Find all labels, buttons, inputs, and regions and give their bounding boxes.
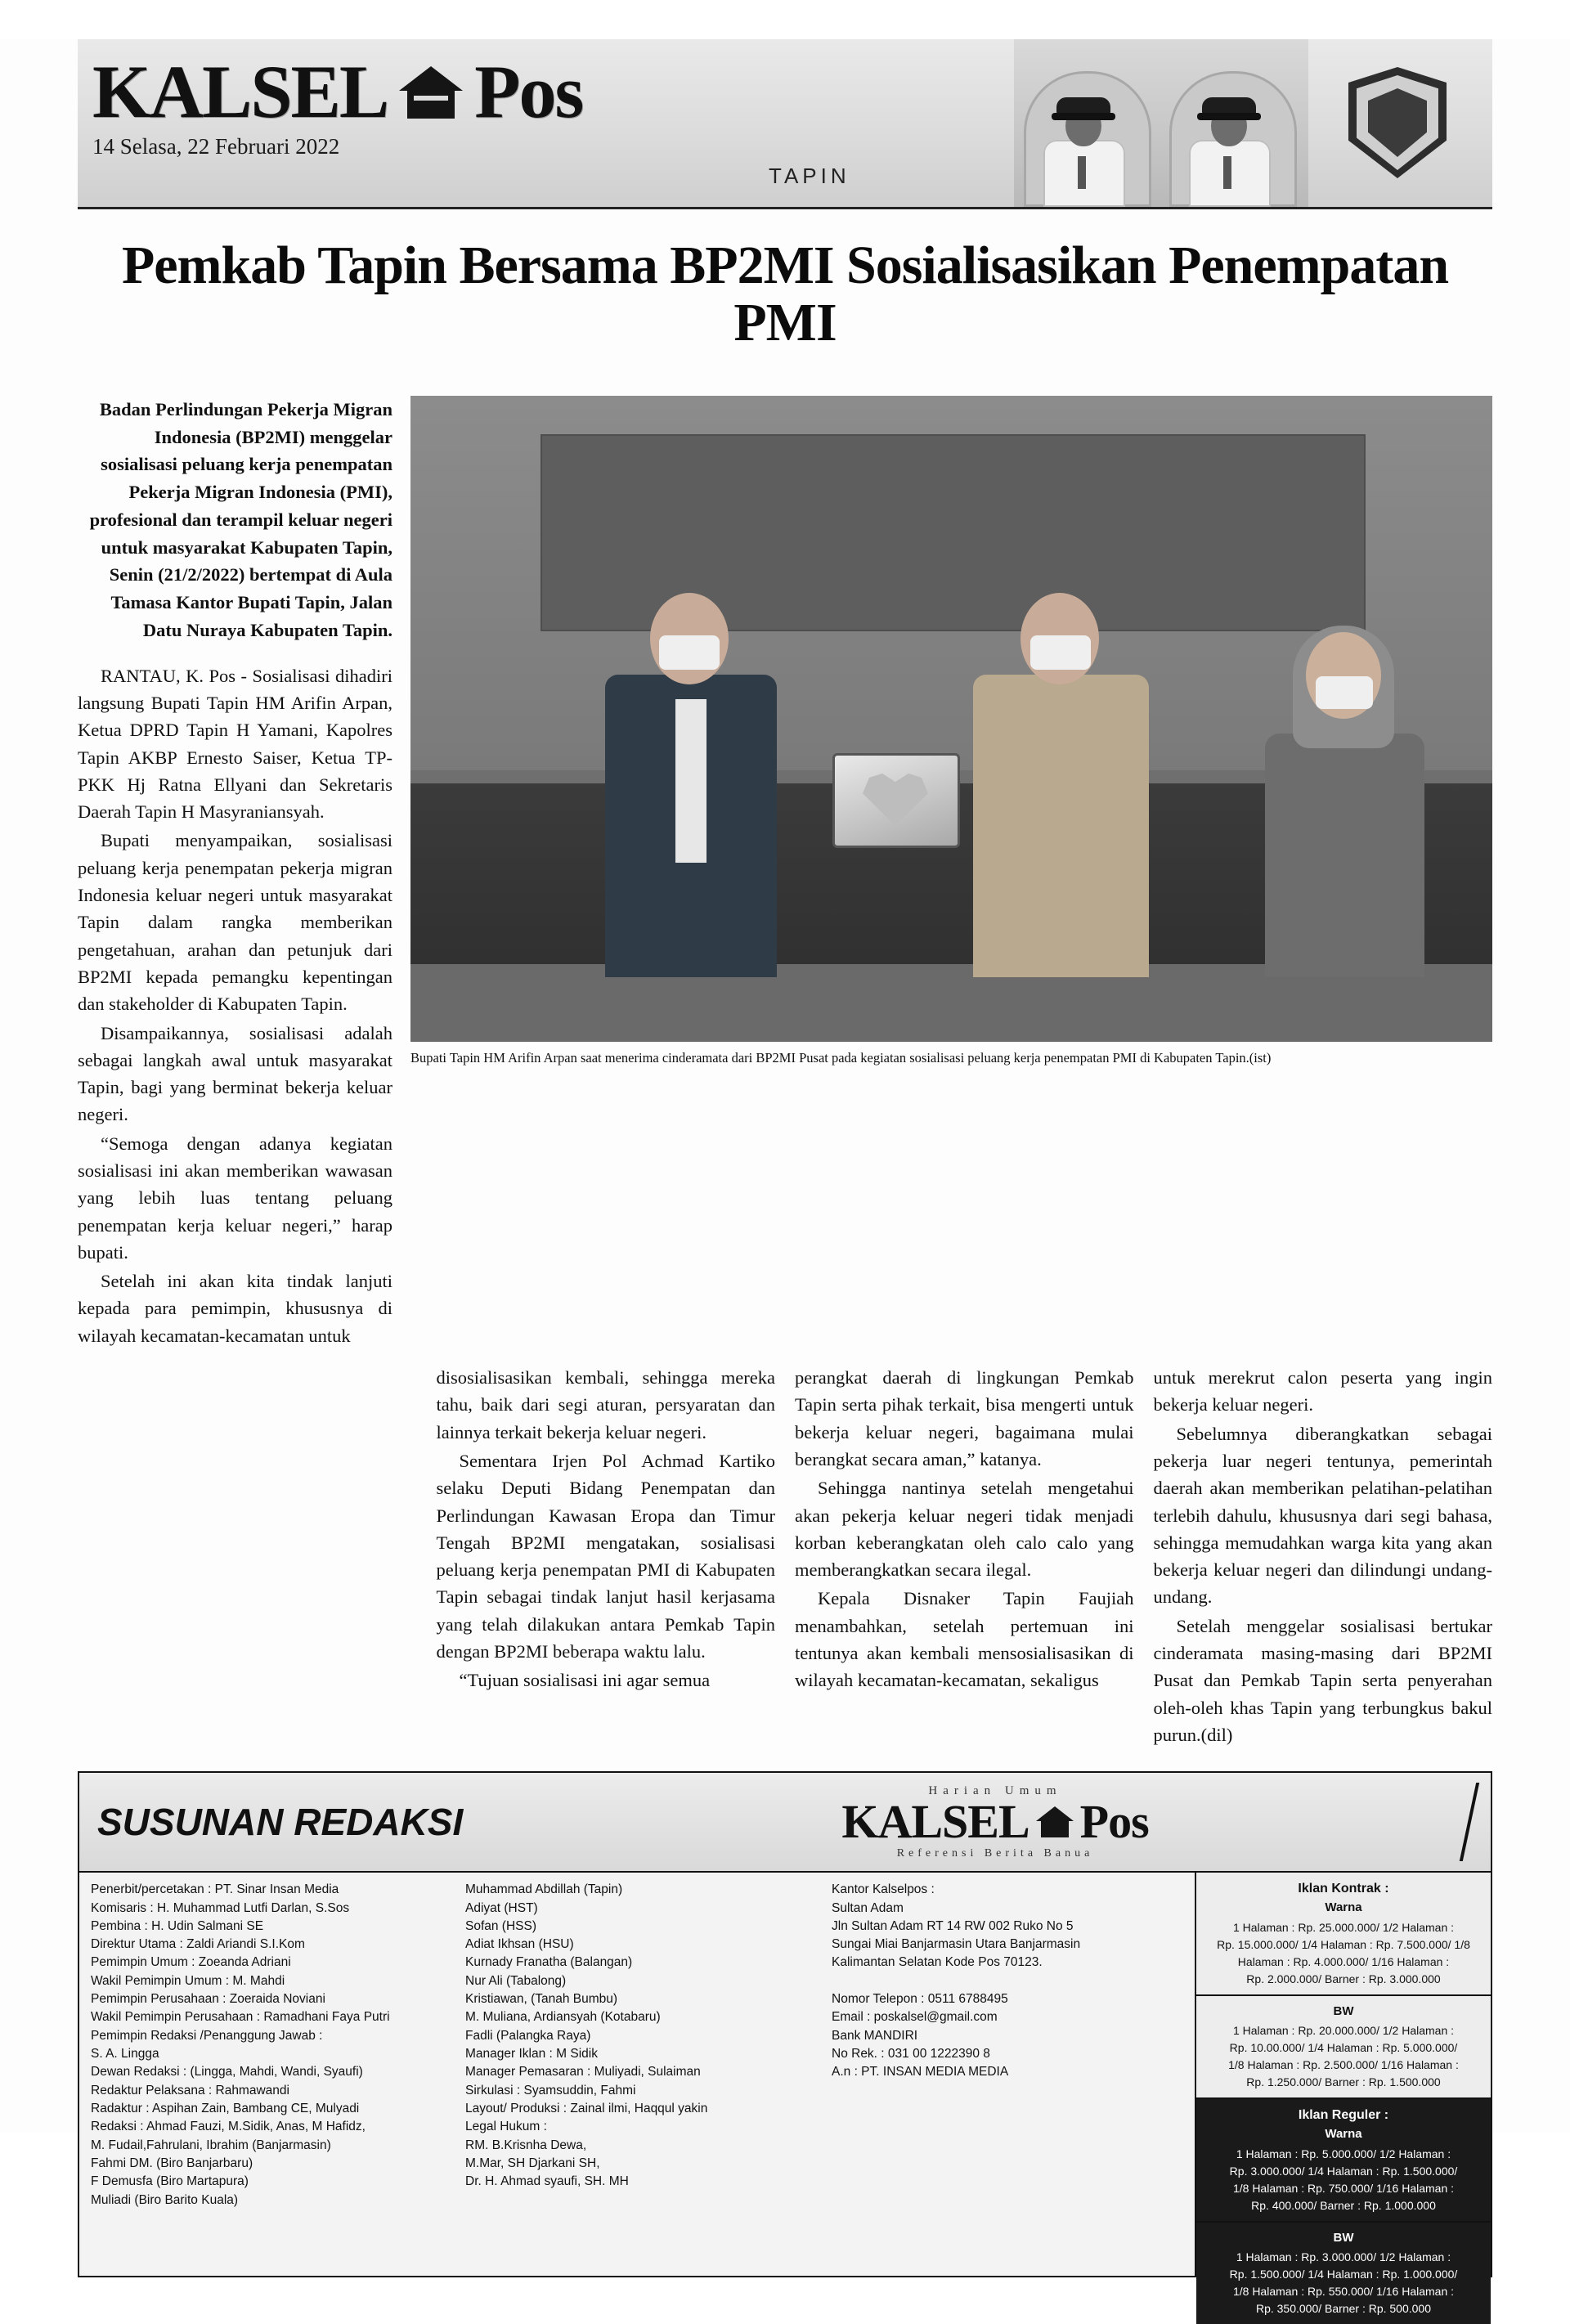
article-column-4	[1154, 1364, 1493, 1750]
ad-rate-title: Iklan Kontrak :	[1298, 1882, 1389, 1896]
paragraph: RANTAU, K. Pos - Sosialisasi dihadiri langsung Bupati Tapin HM Arifin Arpan, Ketua DPRD Tapin H Yamani, Kapolres Tapin AKBP Ernesto Saiser, Ketua TP-PKK Hj Ratna Ellyani dan Sekretaris Daerah Tapin H Masyraniansyah.	[78, 665, 392, 823]
masthead-staff-column-1	[79, 1873, 454, 2276]
staff-line: Redaksi : Ahmad Fauzi, M.Sidik, Anas, M Hafidz,	[91, 2120, 366, 2134]
photo-figure-right	[973, 593, 1149, 977]
lead-paragraph: Badan Perlindungan Pekerja Migran Indonesia (BP2MI) menggelar sosialisasi peluang kerja penempatan Pekerja Migran Indonesia (PMI), profesional dan terampil keluar negeri untuk masyarakat Kabupaten Tapin, Senin (21/2/2022) bertempat di Aula Tamasa Kantor Bupati Tapin, Jalan Datu Nuraya Kabupaten Tapin.	[89, 398, 392, 640]
staff-line: Nur Ali (Tabalong)	[465, 1973, 567, 1988]
staff-line: Wakil Pemimpin Perusahaan : Ramadhani Faya Putri	[91, 2010, 390, 2025]
souvenir-box	[832, 753, 960, 848]
editorial-box-title: SUSUNAN REDAKSI	[97, 1801, 464, 1844]
ad-rate-line: Rp. 400.000/ Barner : Rp. 1.000.000	[1251, 2198, 1436, 2212]
contact-column	[820, 1873, 1195, 2276]
ad-rates-panel	[1195, 1873, 1491, 2316]
ad-rate-line: Rp. 15.000.000/ 1/4 Halaman : Rp. 7.500.000/ 1/8	[1217, 1937, 1470, 1951]
contact-line: Kantor Kalselpos :	[832, 1882, 935, 1897]
newspaper-page	[0, 39, 1570, 2316]
ad-rate-line: 1 Halaman : Rp. 25.000.000/ 1/2 Halaman :	[1232, 1920, 1455, 1934]
staff-line: Komisaris : H. Muhammad Lutfi Darlan, S.Sos	[91, 1900, 350, 1915]
contact-line	[832, 1972, 1183, 1990]
staff-line: Legal Hukum :	[465, 2120, 547, 2134]
article-column-1	[78, 662, 392, 1349]
news-photo	[410, 396, 1492, 1042]
staff-line: S. A. Lingga	[91, 2047, 159, 2062]
ad-rate-block	[1196, 1873, 1491, 1996]
contact-email: Email : poskalsel@gmail.com	[832, 2010, 998, 2025]
staff-line: Adiyat (HST)	[465, 1900, 538, 1915]
article-column-2	[437, 1364, 776, 1750]
masthead-title-part2: Pos	[474, 50, 583, 133]
page-title: Pemkab Tapin Bersama BP2MI Sosialisasikan Penempatan PMI	[121, 236, 1449, 352]
ad-rate-line: Rp. 1.250.000/ Barner : Rp. 1.500.000	[1246, 2075, 1441, 2089]
paragraph: Setelah menggelar sosialisasi bertukar cinderamata masing-masing dari BP2MI Pusat dan Pemkab Tapin serta penyerahan oleh-oleh khas Tapin yang terbungkus bakul purun.(dil)	[1153, 1615, 1492, 1745]
paragraph: Sebelumnya diberangkatkan sebagai pekerja luar negeri tentunya, pemerintah daerah akan memberikan pelatihan-pelatihan terlebih dahulu, khususnya dari segi bahasa, sehingga memudahkan warga kita yang akan bekerja keluar negeri dan dilindungi undang-undang.	[1153, 1423, 1492, 1608]
edition-region: TAPIN	[769, 164, 850, 188]
masthead-title	[92, 50, 828, 133]
ad-rate-line: 1 Halaman : Rp. 3.000.000/ 1/2 Halaman :	[1236, 2250, 1451, 2264]
masthead-staff-column-2	[454, 1873, 820, 2276]
contact-line: Jln Sultan Adam RT 14 RW 002 Ruko No 5	[832, 1918, 1074, 1933]
staff-line: F Demusfa (Biro Martapura)	[91, 2174, 249, 2189]
editorial-box-header	[79, 1773, 1491, 1873]
contact-line: Sultan Adam	[832, 1900, 904, 1915]
ad-rate-line: Rp. 1.500.000/ 1/4 Halaman : Rp. 1.000.000/	[1229, 2268, 1458, 2281]
ad-rate-block	[1196, 2223, 1491, 2324]
ad-rate-line: Rp. 10.00.000/ 1/4 Halaman : Rp. 5.000.000/	[1229, 2041, 1458, 2055]
officials-photo	[1014, 39, 1308, 207]
staff-line: Muliadi (Biro Barito Kuala)	[91, 2192, 239, 2207]
paragraph: Sehingga nantinya setelah mengetahui akan pekerja keluar negeri tidak menjadi korban keberangkatan oleh calo calo yang memberangkatkan secara ilegal.	[795, 1478, 1134, 1581]
staff-line: RM. B.Krisnha Dewa,	[465, 2138, 587, 2152]
paragraph: “Tujuan sosialisasi ini agar semua	[459, 1670, 711, 1691]
footer-logo-tagline: Referensi Berita Banua	[896, 1846, 1094, 1860]
top-block	[78, 396, 1492, 1351]
ad-rate-line: Rp. 350.000/ Barner : Rp. 500.000	[1255, 2302, 1432, 2316]
ad-rate-line: Rp. 3.000.000/ 1/4 Halaman : Rp. 1.500.000/	[1229, 2164, 1458, 2178]
paragraph: Kepala Disnaker Tapin Faujiah menambahkan, setelah pertemuan ini tentunya akan kembali mensosialisasikan di wilayah kecamatan-kecamatan, sekaligus	[795, 1588, 1134, 1691]
photo-caption: Bupati Tapin HM Arifin Arpan saat menerima cinderamata dari BP2MI Pusat pada kegiatan sosialisasi peluang kerja penempatan PMI di Kabupaten Tapin.(ist)	[410, 1049, 1272, 1066]
ad-rate-subtitle: Warna	[1325, 2127, 1362, 2142]
contact-line: Sungai Miai Banjarmasin Utara Banjarmasin	[832, 1937, 1081, 1952]
ad-rate-subtitle: Warna	[1325, 1900, 1362, 1915]
staff-line: Redaktur Pelaksana : Rahmawandi	[91, 2083, 289, 2097]
article-column-1-spacer	[78, 1364, 417, 1750]
issue-date: 14 Selasa, 22 Februari 2022	[92, 134, 340, 159]
regency-crest-icon	[1348, 67, 1455, 182]
lead-column	[78, 396, 392, 1351]
photo-column	[410, 396, 1492, 1351]
masthead-title-part1: KALSEL	[92, 50, 388, 133]
article-columns	[78, 1364, 1492, 1750]
ad-rate-line: Halaman : Rp. 4.000.000/ 1/16 Halaman :	[1237, 1954, 1450, 1968]
footer-logo-part2: Pos	[1079, 1794, 1149, 1848]
contact-line: No Rek. : 031 00 1222390 8	[832, 2047, 990, 2062]
photo-figure-left	[605, 593, 777, 977]
contact-line: A.n : PT. INSAN MEDIA MEDIA	[832, 2065, 1009, 2079]
staff-line: Pemimpin Umum : Zoeanda Adriani	[91, 1955, 291, 1970]
staff-line: Sofan (HSS)	[465, 1918, 537, 1933]
ad-rate-block	[1196, 2099, 1491, 2223]
paragraph: untuk merekrut calon peserta yang ingin bekerja keluar negeri.	[1153, 1367, 1492, 1415]
paragraph: Bupati menyampaikan, sosialisasi peluang kerja penempatan pekerja migran Indonesia keluar negeri untuk masyarakat Tapin dalam rangka memberikan pengetahuan, arahan dan petunjuk dari BP2MI kepada pemangku kepentingan dan stakeholder di Kabupaten Tapin.	[78, 830, 392, 1015]
footer-logo	[523, 1784, 1468, 1860]
staff-line: Pemimpin Redaksi /Penanggung Jawab :	[91, 2028, 323, 2043]
masthead	[78, 39, 1492, 209]
paragraph: Sementara Irjen Pol Achmad Kartiko selaku Deputi Bidang Penempatan dan Perlindungan Kawasan Eropa dan Timur Tengah BP2MI mengatakan, sosialisasi peluang kerja penempatan PMI di Kabupaten Tapin sebagai tindak lanjut hasil kerjasama yang telah dilakukan antara Pemkab Tapin dengan BP2MI beberapa waktu lalu.	[436, 1450, 775, 1662]
staff-line: Adiat Ikhsan (HSU)	[465, 1937, 574, 1952]
contact-line: Bank MANDIRI	[832, 2028, 918, 2043]
pavilion-icon-small	[1036, 1803, 1074, 1841]
staff-line: Sirkulasi : Syamsuddin, Fahmi	[465, 2083, 636, 2097]
staff-line: Kristiawan, (Tanah Bumbu)	[465, 1992, 618, 2007]
paragraph: Disampaikannya, sosialisasi adalah sebagai langkah awal untuk masyarakat Tapin, bagi yang berminat bekerja keluar negeri.	[78, 1022, 392, 1125]
staff-line: Muhammad Abdillah (Tapin)	[465, 1882, 623, 1897]
ad-rate-block	[1196, 1996, 1491, 2100]
paragraph: “Semoga dengan adanya kegiatan sosialisasi ini akan memberikan wawasan yang lebih luas tentang peluang penempatan kerja keluar negeri,” harap bupati.	[78, 1133, 392, 1263]
paragraph: Setelah ini akan kita tindak lanjuti kepada para pemimpin, khususnya di wilayah kecamatan-kecamatan untuk	[78, 1271, 392, 1346]
ad-rate-subtitle: BW	[1333, 2003, 1354, 2018]
article-column-3	[795, 1364, 1134, 1750]
staff-line: Pembina : H. Udin Salmani SE	[91, 1918, 264, 1933]
staff-line: Fadli (Palangka Raya)	[465, 2028, 591, 2043]
staff-line: Manager Iklan : M Sidik	[465, 2047, 598, 2062]
ad-rate-line: 1/8 Halaman : Rp. 550.000/ 1/16 Halaman :	[1232, 2285, 1455, 2299]
contact-phone: Nomor Telepon : 0511 6788495	[832, 1992, 1008, 2007]
photo-figure-side	[1265, 626, 1424, 977]
official-portrait-1	[1038, 99, 1130, 207]
contact-line: Kalimantan Selatan Kode Pos 70123.	[832, 1955, 1043, 1970]
ad-rate-line: 1/8 Halaman : Rp. 2.500.000/ 1/16 Halaman :	[1228, 2058, 1459, 2072]
pavilion-icon	[399, 60, 463, 123]
staff-line: M.Mar, SH Djarkani SH,	[465, 2156, 600, 2170]
staff-line: Layout/ Produksi : Zainal ilmi, Haqqul yakin	[465, 2101, 708, 2115]
staff-line: Kurnady Franatha (Balangan)	[465, 1955, 633, 1970]
paragraph: perangkat daerah di lingkungan Pemkab Tapin serta pihak terkait, bisa mengerti untuk bekerja keluar negeri, bagaimana mulai berangkat secara aman,” katanya.	[795, 1367, 1134, 1469]
staff-line: Fahmi DM. (Biro Banjarbaru)	[91, 2156, 253, 2170]
ad-rate-line: 1/8 Halaman : Rp. 750.000/ 1/16 Halaman :	[1232, 2181, 1455, 2195]
footer-logo-part1: KALSEL	[841, 1794, 1029, 1848]
staff-line: Radaktur : Aspihan Zain, Bambang CE, Mulyadi	[91, 2101, 360, 2115]
editorial-box	[78, 1771, 1492, 2316]
ad-rate-title: Iklan Reguler :	[1298, 2108, 1389, 2123]
staff-line: Dewan Redaksi : (Lingga, Mahdi, Wandi, Syaufi)	[91, 2065, 363, 2079]
ad-rate-subtitle: BW	[1333, 2230, 1354, 2245]
staff-line: Manager Pemasaran : Muliyadi, Sulaiman	[465, 2065, 701, 2079]
staff-line: Wakil Pemimpin Umum : M. Mahdi	[91, 1973, 285, 1988]
staff-line: M. Muliana, Ardiansyah (Kotabaru)	[465, 2010, 661, 2025]
staff-line: Dr. H. Ahmad syaufi, SH. MH	[465, 2174, 629, 2189]
staff-line: M. Fudail,Fahrulani, Ibrahim (Banjarmasin)	[91, 2138, 331, 2152]
paragraph: disosialisasikan kembali, sehingga mereka tahu, baik dari segi aturan, persyaratan dan lainnya terkait bekerja keluar negeri.	[436, 1367, 775, 1442]
staff-line: Direktur Utama : Zaldi Ariandi S.I.Kom	[91, 1937, 305, 1952]
staff-line: Pemimpin Perusahaan : Zoeraida Noviani	[91, 1992, 325, 2007]
ad-rate-line: Rp. 2.000.000/ Barner : Rp. 3.000.000	[1246, 1972, 1441, 1985]
ad-rate-line: 1 Halaman : Rp. 5.000.000/ 1/2 Halaman :	[1236, 2147, 1451, 2160]
editorial-box-body	[79, 1873, 1491, 2316]
ad-rate-line: 1 Halaman : Rp. 20.000.000/ 1/2 Halaman :	[1232, 2024, 1455, 2038]
official-portrait-2	[1184, 99, 1276, 207]
masthead-left	[92, 50, 828, 159]
footer-logo-kicker: Harian Umum	[928, 1783, 1062, 1797]
staff-line: Penerbit/percetakan : PT. Sinar Insan Media	[91, 1882, 339, 1897]
